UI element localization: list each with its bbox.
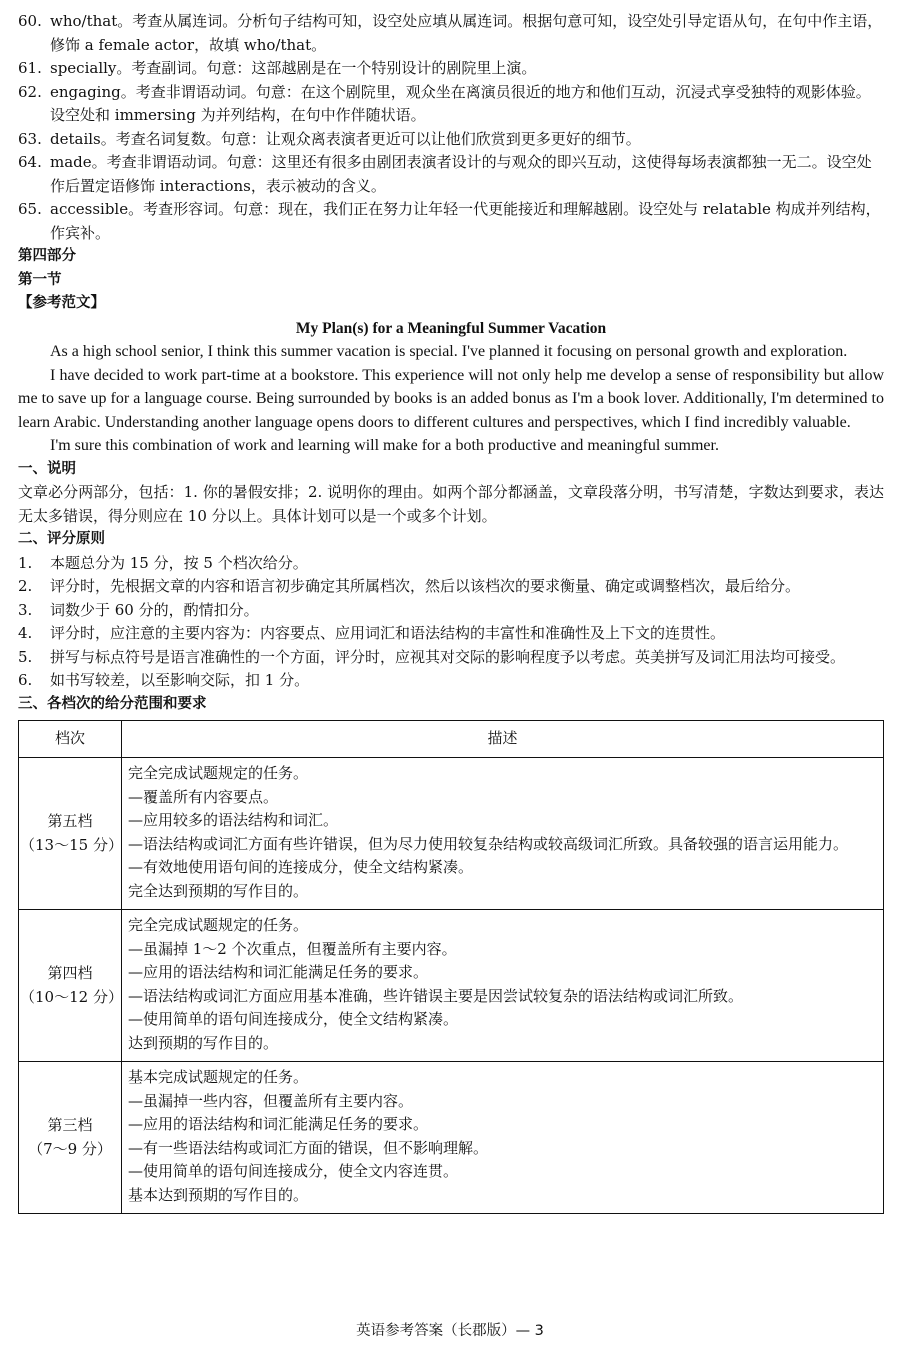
band-line: 完全完成试题规定的任务。: [128, 916, 309, 934]
band-description-cell: [122, 758, 884, 910]
answer-item: [18, 128, 884, 152]
band-line: 达到预期的写作目的。: [128, 1033, 279, 1052]
answer-number: 65.: [18, 200, 42, 218]
level-column-header: 档次: [19, 721, 122, 758]
answer-item: [18, 57, 884, 81]
principle-item: [18, 599, 884, 623]
band-score-range: （13～15 分）: [20, 835, 123, 854]
band-line: 完全完成试题规定的任务。: [128, 764, 309, 782]
answer-number: 62.: [18, 82, 42, 101]
section-heading: 第一节: [18, 271, 62, 288]
answer-list: [18, 10, 884, 245]
sample-essay-label: 【参考范文】: [18, 295, 105, 311]
band-level-cell: [19, 1062, 122, 1214]
table-row: [19, 910, 884, 1062]
answer-item: [18, 198, 884, 245]
band-line: —有效地使用语句间的连接成分，使全文结构紧凑。: [128, 858, 474, 876]
principle-number: 4.: [18, 624, 33, 642]
band-line: —使用简单的语句间连接成分，使全文结构紧凑。: [128, 1010, 459, 1028]
band-line: —虽漏掉 1～2 个次重点，但覆盖所有主要内容。: [128, 939, 457, 958]
answer-text: details。考查名词复数。句意：让观众离表演者更近可以让他们欣赏到更多更好的细节。: [50, 129, 641, 148]
band-line: 基本完成试题规定的任务。: [128, 1068, 309, 1086]
principle-text: 拼写与标点符号是语言准确性的一个方面，评分时，应视其对交际的影响程度予以考虑。英美拼写及词汇用法均可接受。: [50, 647, 846, 666]
principle-number: 2.: [18, 577, 33, 595]
part-heading: 第四部分: [18, 248, 76, 264]
answer-item: [18, 10, 884, 57]
band-score-range: （10～12 分）: [20, 987, 123, 1006]
answer-number: 64.: [18, 153, 42, 171]
band-level-cell: [19, 758, 122, 910]
answer-page: [18, 10, 884, 1214]
description-column-header: 描述: [122, 721, 884, 758]
explanation-text: 文章必分两部分，包括：1. 你的暑假安排；2. 说明你的理由。如两个部分都涵盖，文章段落分明，书写清楚，字数达到要求，表达无太多错误，得分则应在 10 分以上。具体计划可以是一个或多个计划。: [18, 483, 884, 525]
explanation-heading: 一、说明: [18, 460, 76, 477]
band-description-cell: [122, 1062, 884, 1214]
band-name: 第四档: [47, 964, 93, 982]
answer-number: 63.: [18, 129, 42, 148]
principle-text: 本题总分为 15 分，按 5 个档次给分。: [50, 553, 308, 572]
principle-item: [18, 575, 884, 599]
answer-item: [18, 81, 884, 128]
band-line: —语法结构或词汇方面应用基本准确，些许错误主要是因尝试较复杂的语法结构或词汇所致。: [128, 986, 744, 1005]
essay-paragraph: I have decided to work part-time at a bookstore. This experience will not only help me develop a sense of responsibility but allow me to save up for a language course. Being surrounded by books is an added bonus as I'm a book lover. Additionally, I'm determined to learn Arabic. Understanding another language opens doors to different cultures and perspectives, which I find incredibly valuable.: [18, 366, 884, 431]
band-line: —应用较多的语法结构和词汇。: [128, 811, 339, 829]
answer-text: accessible。考查形容词。句意：现在，我们正在努力让年轻一代更能接近和理解越剧。设空处与 relatable 构成并列结构，作宾补。: [50, 200, 881, 242]
answer-number: 61.: [18, 59, 42, 77]
table-header-row: [19, 721, 884, 758]
answer-text: who/that。考查从属连词。分析句子结构可知，设空处应填从属连词。根据句意可知，设空处引导定语从句，在句中作主语，修饰 a female actor，故填 who/that。: [50, 12, 883, 54]
principle-number: 6.: [18, 671, 33, 689]
answer-item: [18, 151, 884, 198]
principle-number: 5.: [18, 647, 33, 666]
band-description-cell: [122, 910, 884, 1062]
table-row: [19, 1062, 884, 1214]
band-line: —语法结构或词汇方面有些许错误，但为尽力使用较复杂结构或较高级词汇所致。具备较强的语言运用能力。: [128, 834, 849, 853]
answer-number: 60.: [18, 12, 42, 30]
principle-text: 如书写较差，以至影响交际，扣 1 分。: [50, 671, 310, 689]
band-line: —虽漏掉一些内容，但覆盖所有主要内容。: [128, 1091, 414, 1110]
band-line: —有一些语法结构或词汇方面的错误，但不影响理解。: [128, 1138, 489, 1157]
principle-item: [18, 622, 884, 646]
band-line: —覆盖所有内容要点。: [128, 787, 279, 806]
answer-text: engaging。考查非谓语动词。句意：在这个剧院里，观众坐在离演员很近的地方和他们互动，沉浸式享受独特的观影体验。设空处和 immersing 为并列结构，在句中作伴随状语。: [50, 82, 871, 124]
principle-item: [18, 552, 884, 576]
principle-item: [18, 669, 884, 693]
band-line: —使用简单的语句间连接成分，使全文内容连贯。: [128, 1162, 459, 1180]
principle-text: 评分时，先根据文章的内容和语言初步确定其所属档次，然后以该档次的要求衡量、确定或调整档次，最后给分。: [50, 577, 801, 595]
scoring-band-table: [18, 720, 884, 1214]
essay-paragraph: As a high school senior, I think this summer vacation is special. I've planned it focusing on personal growth and exploration.: [50, 343, 848, 360]
principles-heading: 二、评分原则: [18, 531, 105, 547]
principle-number: 3.: [18, 600, 33, 619]
band-level-cell: [19, 910, 122, 1062]
band-score-range: （7～9 分）: [28, 1139, 112, 1158]
principle-text: 词数少于 60 分的，酌情扣分。: [50, 600, 259, 619]
principle-text: 评分时，应注意的主要内容为：内容要点、应用词汇和语法结构的丰富性和准确性及上下文的连贯性。: [50, 624, 726, 642]
band-line: 基本达到预期的写作目的。: [128, 1185, 309, 1204]
principle-number: 1.: [18, 553, 33, 572]
principle-item: [18, 646, 884, 670]
answer-text: made。考查非谓语动词。句意：这里还有很多由剧团表演者设计的与观众的即兴互动，这使得每场表演都独一无二。设空处作后置定语修饰 interactions，表示被动的含义。: [50, 153, 872, 195]
page-footer: 英语参考答案（长郡版）— 3: [356, 1323, 544, 1339]
answer-text: specially。考查副词。句意：这部越剧是在一个特别设计的剧院里上演。: [50, 59, 537, 77]
table-row: [19, 758, 884, 910]
band-line: —应用的语法结构和词汇能满足任务的要求。: [128, 1115, 429, 1133]
band-line: —应用的语法结构和词汇能满足任务的要求。: [128, 963, 429, 981]
bands-heading: 三、各档次的给分范围和要求: [18, 695, 207, 712]
band-name: 第五档: [47, 812, 93, 830]
principles-list: [18, 552, 884, 693]
band-name: 第三档: [47, 1116, 93, 1134]
band-line: 完全达到预期的写作目的。: [128, 881, 309, 900]
essay-title: My Plan(s) for a Meaningful Summer Vacation: [295, 319, 607, 337]
essay-paragraph: I'm sure this combination of work and learning will make for a both productive and meaningful summer.: [50, 437, 719, 454]
